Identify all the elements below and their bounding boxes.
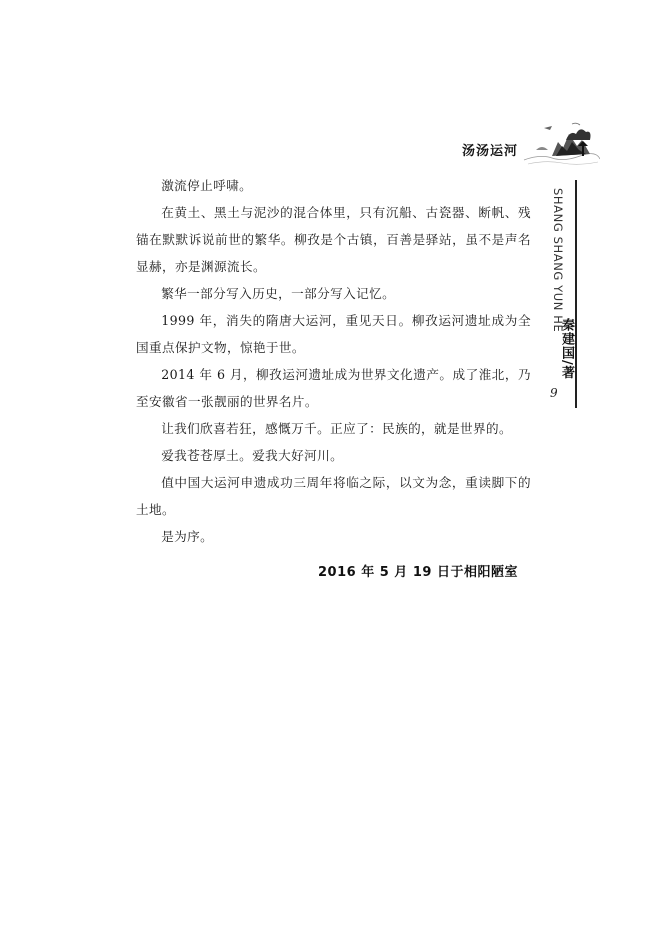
side-title-pinyin: SHANG SHANG YUN HE (551, 188, 565, 333)
page-number: 9 (550, 386, 558, 400)
side-author-credit: 秦建国/著 (559, 318, 574, 380)
paragraph: 1999 年，消失的隋唐大运河，重见天日。柳孜运河遗址成为全国重点保护文物，惊艳于世。 (136, 313, 531, 355)
paragraph: 激流停止呼啸。 (161, 178, 253, 193)
landscape-ink-illustration (522, 120, 600, 168)
running-header-title: 汤汤运河 (462, 144, 519, 159)
signature-date-line: 2016 年 5 月 19 日于相阳陋室 (318, 565, 518, 580)
paragraph: 繁华一部分写入历史，一部分写入记忆。 (161, 286, 396, 301)
paragraph: 是为序。 (161, 529, 214, 544)
paragraph: 值中国大运河申遗成功三周年将临之际，以文为念，重读脚下的土地。 (136, 475, 531, 517)
paragraph: 让我们欣喜若狂，感慨万千。正应了：民族的，就是世界的。 (161, 421, 513, 436)
body-text (136, 172, 531, 550)
paragraph: 在黄土、黑土与泥沙的混合体里，只有沉船、古瓷器、断帆、残锚在默默诉说前世的繁华。柳孜是个古镇，百善是驿站，虽不是声名显赫，亦是渊源流长。 (136, 205, 531, 274)
paragraph: 2014 年 6 月，柳孜运河遗址成为世界文化遗产。成了淮北，乃至安徽省一张靓丽的世界名片。 (136, 367, 531, 409)
paragraph: 爱我苍苍厚土。爱我大好河川。 (161, 448, 344, 463)
